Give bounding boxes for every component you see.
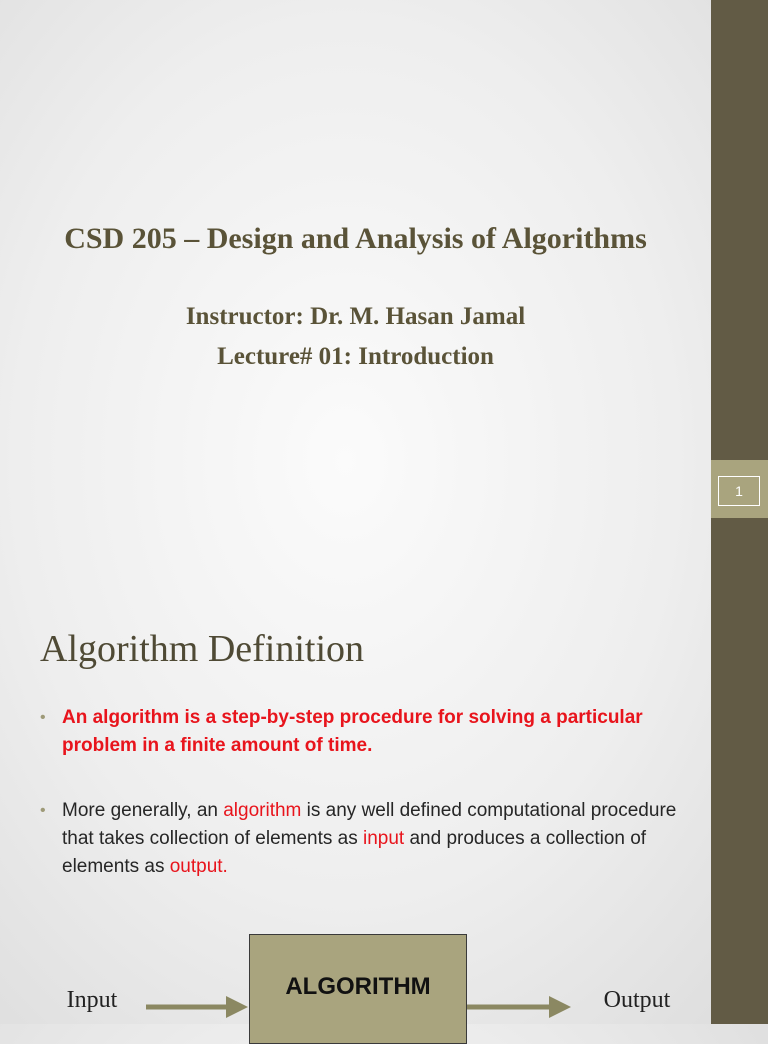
input-label: Input: [66, 987, 118, 1013]
bullet-text: [62, 797, 700, 881]
bullet-dot-icon: •: [40, 709, 46, 726]
slide-number: 1: [718, 476, 760, 506]
input-arrow-icon: [146, 994, 250, 1024]
bullet-dot-icon: •: [40, 802, 46, 819]
output-arrow-icon: [467, 994, 573, 1024]
bullet-item-definition: [40, 704, 700, 760]
algorithm-box: [249, 934, 467, 1044]
instructor-line: Instructor: Dr. M. Hasan Jamal: [185, 303, 526, 330]
bullet-text-part: and produces a collection of elements as: [62, 828, 647, 877]
course-title: CSD 205 – Design and Analysis of Algorithms: [64, 222, 647, 255]
lecture-line: Lecture# 01: Introduction: [217, 343, 494, 370]
bullet-item-general: [40, 797, 700, 881]
highlight-input: input: [363, 828, 405, 849]
highlight-algorithm: algorithm: [223, 800, 302, 821]
bullet-text-part: is any well defined computational procedure that takes collection of elements as: [62, 800, 677, 849]
highlight-output: output.: [169, 856, 228, 877]
slide-heading: Algorithm Definition: [40, 628, 365, 670]
bullet-text: An algorithm is a step-by-step procedure for solving a particular problem in a finite amount of time.: [62, 707, 643, 756]
output-label: Output: [603, 987, 671, 1013]
algorithm-box-label: ALGORITHM: [285, 973, 431, 1000]
bullet-text-part: More generally, an: [62, 800, 224, 821]
